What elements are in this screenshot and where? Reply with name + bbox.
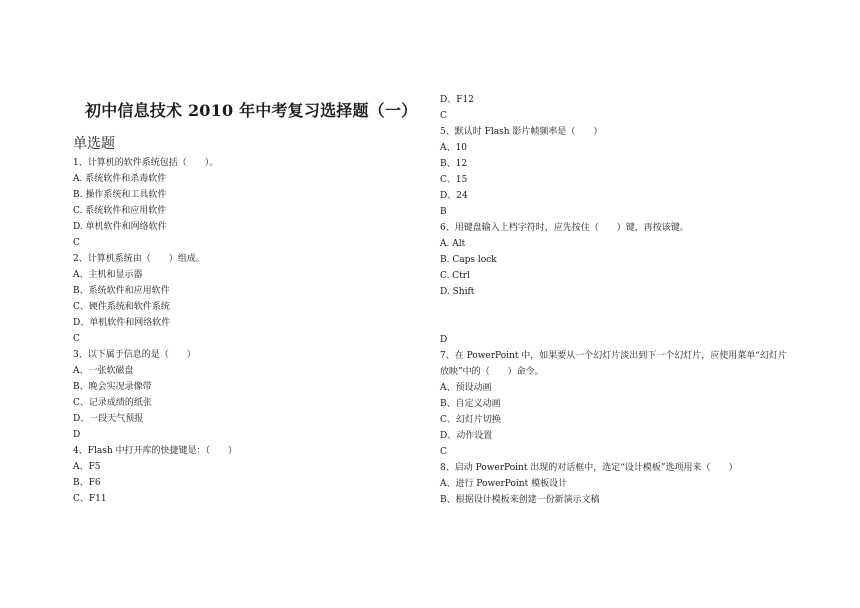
left-column-line: D. 单机软件和网络软件: [73, 222, 167, 232]
left-column-line: 1、计算机的软件系统包括（ ）。: [73, 158, 219, 168]
right-column-line: 7、在 PowerPoint 中，如果要从一个幻灯片淡出到下一个幻灯片，应使用菜单“幻灯片: [440, 351, 787, 361]
right-column-line: B: [440, 207, 447, 217]
right-column-line: C: [440, 111, 447, 121]
left-column-line: D、单机软件和网络软件: [73, 318, 171, 328]
right-column-line: D、24: [440, 191, 468, 201]
right-column-line: D. Shift: [440, 287, 475, 297]
right-column-line: C、幻灯片切换: [440, 415, 501, 425]
right-column-line: D: [440, 335, 448, 345]
right-column-line: D、F12: [440, 95, 474, 105]
left-column-line: C、硬件系统和软件系统: [73, 302, 170, 312]
right-column-line: C: [440, 447, 447, 457]
left-column-line: B、F6: [73, 478, 101, 488]
right-column-line: 放映”中的（ ）命令。: [440, 367, 544, 377]
left-column-line: C、记录成绩的纸张: [73, 398, 152, 408]
right-column-line: D、动作设置: [440, 431, 493, 441]
left-column-line: C、F11: [73, 494, 107, 504]
right-column-line: B、12: [440, 159, 468, 169]
right-column-line: B、根据设计模板来创建一份新演示文稿: [440, 495, 600, 505]
right-column-line: 8、启动 PowerPoint 出现的对话框中，选定“设计模板”选项用来（ ）: [440, 463, 738, 473]
left-column-line: D、一段天气预报: [73, 414, 144, 424]
left-column-line: 3、以下属于信息的是（ ）: [73, 350, 196, 360]
left-column-line: A、F5: [73, 462, 101, 472]
right-column-line: 5、默认时 Flash 影片帧频率是（ ）: [440, 127, 603, 137]
left-column-line: B、系统软件和应用软件: [73, 286, 170, 296]
left-column-line: A、主机和显示器: [73, 270, 143, 280]
section-heading: 单选题: [73, 136, 115, 152]
left-column-line: C: [73, 334, 80, 344]
right-column-line: B、自定义动画: [440, 399, 501, 409]
left-column-line: C: [73, 238, 80, 248]
left-column-line: A、一张软磁盘: [73, 366, 134, 376]
document-title: 初中信息技术 2010 年中考复习选择题（一）: [85, 101, 418, 120]
right-column-line: A、10: [440, 143, 467, 153]
left-column-line: C. 系统软件和应用软件: [73, 206, 167, 216]
right-column-line: C. Ctrl: [440, 271, 470, 281]
left-column-line: A. 系统软件和杀毒软件: [73, 174, 167, 184]
right-column-line: B. Caps lock: [440, 255, 497, 265]
left-column-line: B、晚会实况录像带: [73, 382, 152, 392]
left-column-line: D: [73, 430, 81, 440]
left-column-line: 2、计算机系统由（ ）组成。: [73, 254, 205, 264]
right-column-line: C、15: [440, 175, 468, 185]
right-column-line: A、进行 PowerPoint 模板设计: [440, 479, 568, 489]
left-column-line: 4、Flash 中打开库的快捷键是：（ ）: [73, 446, 237, 456]
left-column-line: B. 操作系统和工具软件: [73, 190, 167, 200]
right-column-line: A. Alt: [440, 239, 466, 249]
right-column-line: 6、用键盘输入上档字符时，应先按住（ ）键，再按该键。: [440, 223, 689, 233]
right-column-line: A、预设动画: [440, 383, 492, 393]
